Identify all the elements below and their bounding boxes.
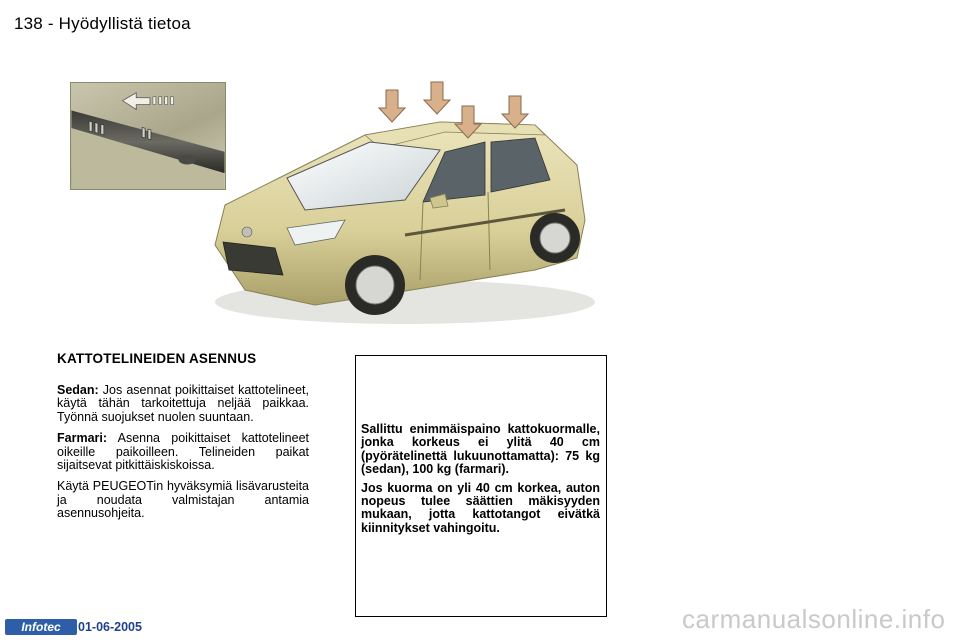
footer-date: 01-06-2005 <box>78 620 142 634</box>
car-roof-mount-illustration <box>205 80 600 330</box>
roof-rail-detail-image <box>70 82 226 190</box>
notice-text <box>361 423 600 540</box>
sedan-text: Jos asennat poikittaiset kattotelineet, käytä tähän tarkoitettuja neljää paikkaa. Työnnä suojukset nuolen suuntaan. <box>57 383 309 424</box>
load-limit-notice-box <box>355 355 607 617</box>
instruction-text <box>57 384 309 529</box>
farmari-label: Farmari: <box>57 431 108 446</box>
sedan-label: Sedan: <box>57 383 99 397</box>
peugeot-paragraph: Käytä PEUGEOTin hyväksymiä lisävarusteita ja noudata valmistajan antamia asennusohjeita. <box>57 479 309 521</box>
section-title: KATTOTELINEIDEN ASENNUS <box>57 351 257 366</box>
sedan-paragraph <box>57 384 309 424</box>
arrow-left-icon <box>122 93 173 110</box>
farmari-text: Asenna poikittaiset kattotelineet oikeille paikoilleen. Telineiden paikat sijaitsevat pitkittäiskiskoissa. <box>57 431 309 473</box>
watermark: carmanualsonline.info <box>682 604 946 634</box>
infotec-badge: Infotec <box>5 619 77 635</box>
farmari-paragraph <box>57 432 309 472</box>
notice-paragraph-1: Sallittu enimmäispaino kattokuormalle, jonka korkeus ei ylitä 40 cm (pyörätelinettä lukuunottamatta): 75 kg (sedan), 100 kg (farmari). <box>361 422 600 477</box>
notice-paragraph-2: Jos kuorma on yli 40 cm korkea, auton nopeus tulee säättien mäkisyyden mukaan, jotta kattotangot eivätkä kiinnitykset vahingoitu. <box>361 480 600 535</box>
page-title: 138 - Hyödyllistä tietoa <box>14 14 191 33</box>
